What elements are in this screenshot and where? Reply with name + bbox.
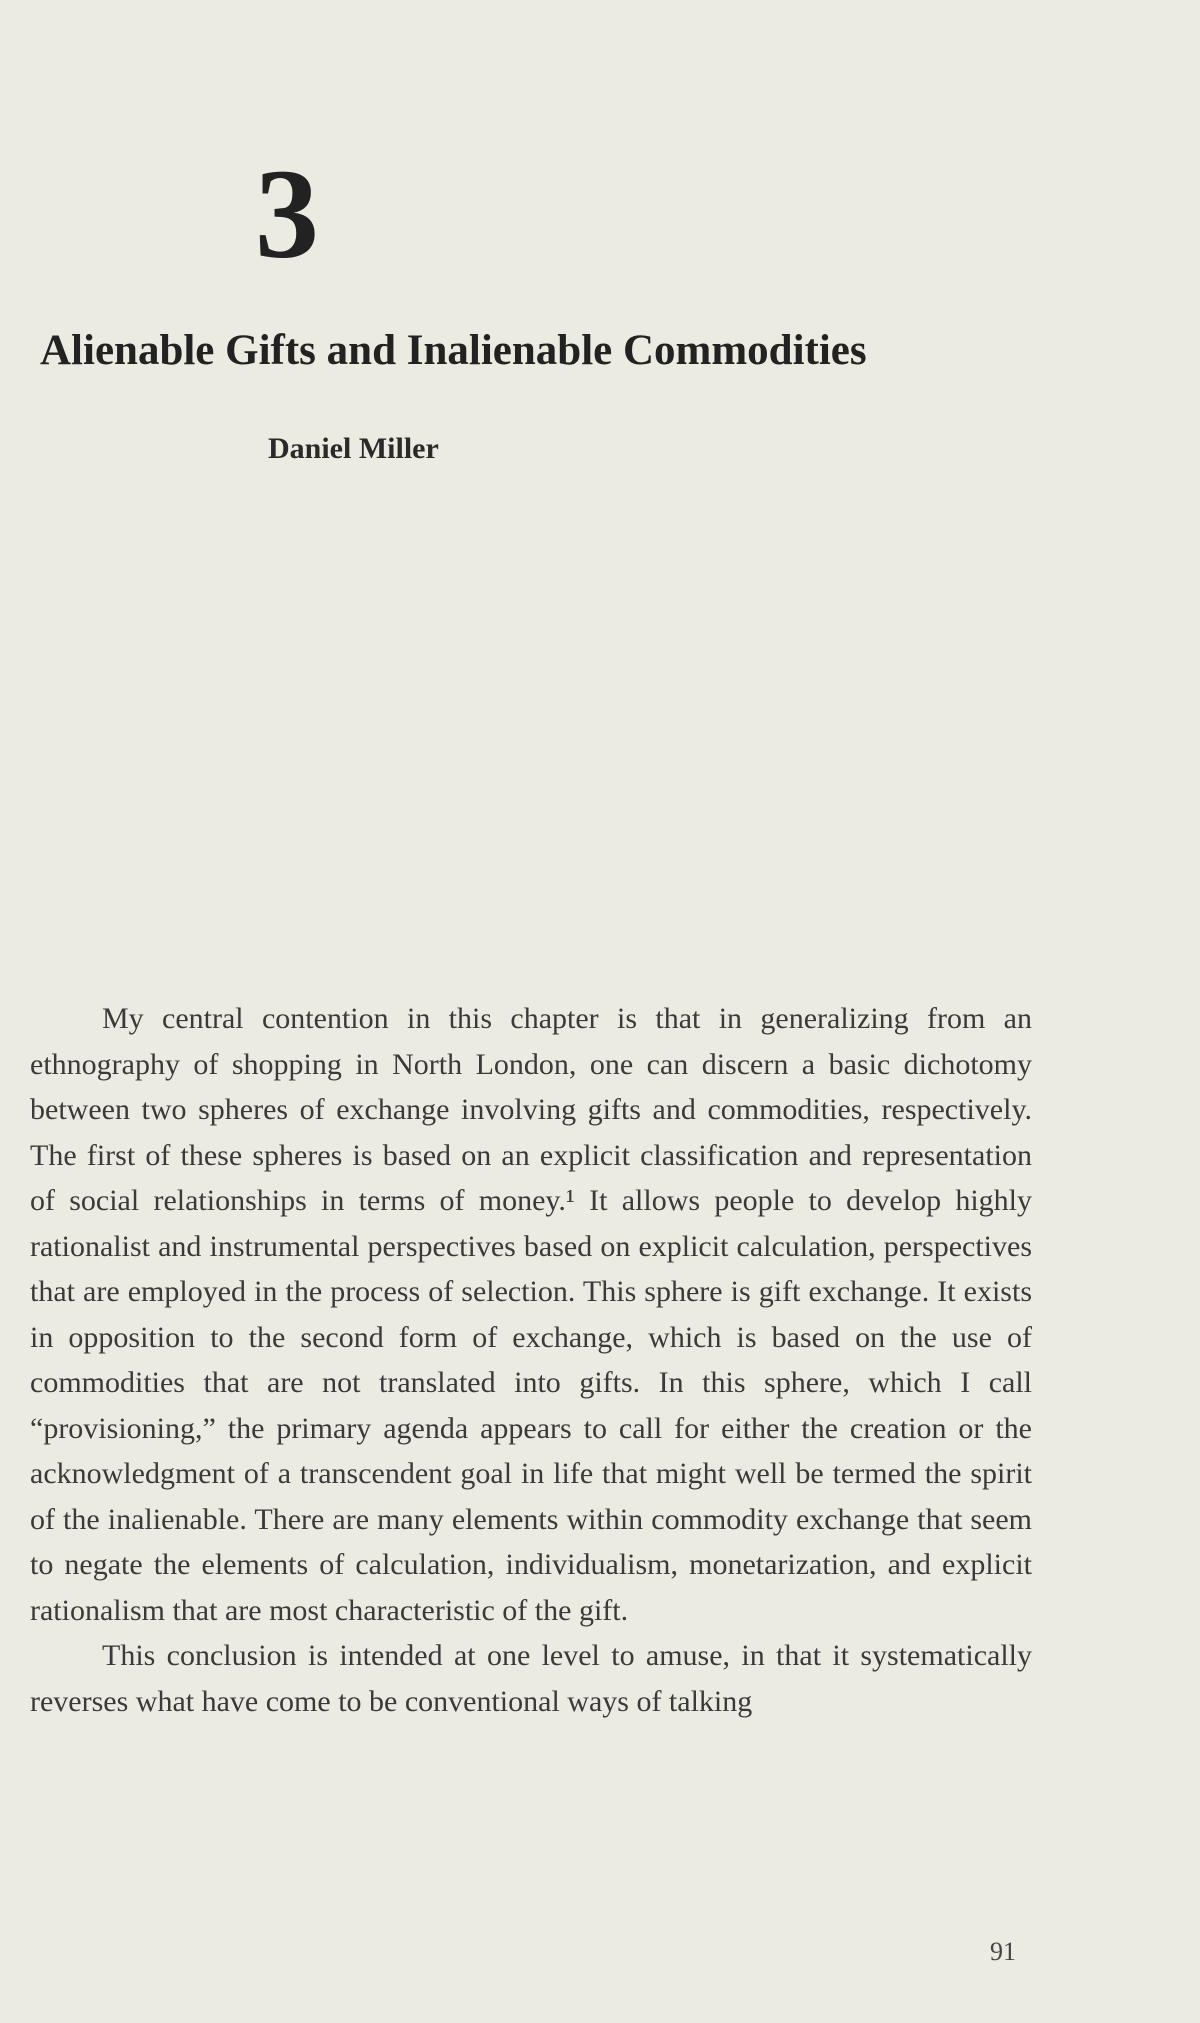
chapter-number: 3: [255, 143, 319, 285]
page-number: 91: [990, 1937, 1016, 1966]
chapter-title: Alienable Gifts and Inalienable Commodities: [40, 327, 867, 374]
paragraph-2: This conclusion is intended at one level to amuse, in that it systematically reverses what have come to be conventional ways of talking: [30, 1639, 1032, 1718]
body-text: [30, 996, 1032, 1724]
author-name: Daniel Miller: [268, 432, 439, 465]
paragraph-1: My central contention in this chapter is that in generalizing from an ethnography of shopping in North London, one can discern a basic dichotomy between two spheres of exchange involving gifts and commodities, respectively. The first of these spheres is based on an explicit classification and representation of social relationships in terms of money.¹ It allows people to develop highly rationalist and instrumental perspectives based on explicit calculation, perspectives that are employed in the process of selection. This sphere is gift exchange. It exists in opposition to the second form of exchange, which is based on the use of commodities that are not translated into gifts. In this sphere, which I call “provisioning,” the primary agenda appears to call for either the creation or the acknowledgment of a transcendent goal in life that might well be termed the spirit of the inalienable. There are many elements within commodity exchange that seem to negate the elements of calculation, individualism, monetarization, and explicit rationalism that are most characteristic of the gift.: [30, 1002, 1032, 1627]
